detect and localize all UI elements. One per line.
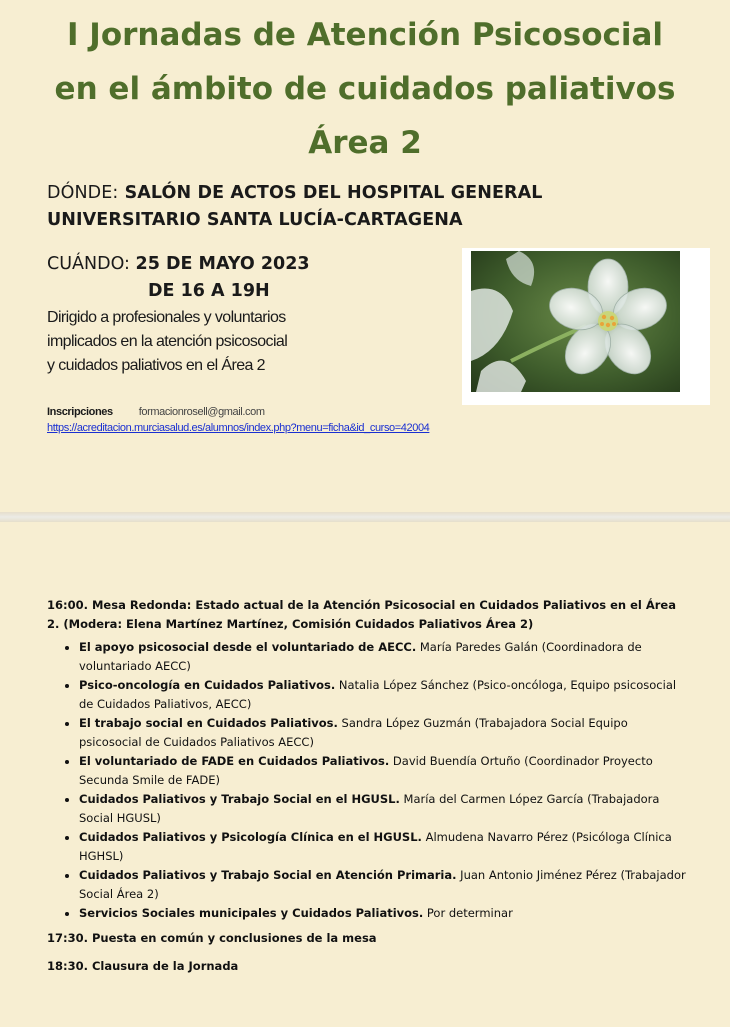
- event-title: [0, 8, 730, 170]
- speaker-topic: Cuidados Paliativos y Trabajo Social en el HGUSL.: [79, 792, 400, 806]
- date-value: 25 DE MAYO 2023: [135, 254, 310, 274]
- venue-value-line-2: UNIVERSITARIO SANTA LUCÍA-CARTAGENA: [47, 210, 463, 230]
- speaker-item: [79, 790, 687, 828]
- closing-ceremony: 18:30. Clausura de la Jornada: [47, 959, 239, 973]
- title-line-3: Área 2: [308, 125, 422, 161]
- speaker-detail: Por determinar: [423, 906, 513, 920]
- speaker-topic: Cuidados Paliativos y Trabajo Social en Atención Primaria.: [79, 868, 457, 882]
- speaker-item: [79, 904, 687, 923]
- audience-line-2: implicados en la atención psicosocial: [47, 333, 288, 350]
- speaker-detail: Sandra López Guzmán (Trabajadora Social Equipo psicosocial de Cuidados Paliativos AECC): [79, 716, 628, 749]
- speaker-item: [79, 866, 687, 904]
- flower-photo: [462, 248, 710, 405]
- speaker-item: [79, 752, 687, 790]
- speaker-topic: Psico-oncología en Cuidados Paliativos.: [79, 678, 336, 692]
- registration-link[interactable]: https://acreditacion.murciasalud.es/alumnos/index.php?menu=ficha&id_curso=42004: [47, 422, 430, 434]
- speaker-detail: Almudena Navarro Pérez (Psicóloga Clínica HGHSL): [79, 830, 672, 863]
- date-block: [47, 251, 447, 305]
- flower-image: [471, 251, 680, 392]
- venue-label: DÓNDE:: [47, 183, 119, 203]
- audience-line-1: Dirigido a profesionales y voluntarios: [47, 309, 286, 326]
- speaker-item: [79, 828, 687, 866]
- speaker-topic: El apoyo psicosocial desde el voluntariado de AECC.: [79, 640, 417, 654]
- audience-line-3: y cuidados paliativos en el Área 2: [47, 357, 265, 374]
- speaker-detail: María del Carmen López García (Trabajadora Social HGUSL): [79, 792, 660, 825]
- time-value: DE 16 A 19H: [148, 281, 270, 301]
- speaker-item: [79, 714, 687, 752]
- speaker-item: [79, 676, 687, 714]
- speaker-detail: David Buendía Ortuño (Coordinador Proyecto Secunda Smile de FADE): [79, 754, 653, 787]
- speaker-list: [47, 638, 687, 923]
- program-schedule: [47, 596, 687, 976]
- registration-email[interactable]: formacionrosell@gmail.com: [138, 406, 265, 418]
- speaker-detail: María Paredes Galán (Coordinadora de voluntariado AECC): [79, 640, 642, 673]
- title-line-2: en el ámbito de cuidados paliativos: [54, 71, 676, 107]
- closing-discussion: 17:30. Puesta en común y conclusiones de la mesa: [47, 931, 377, 945]
- audience-text: [47, 306, 377, 378]
- registration-label: Inscripciones: [47, 406, 113, 418]
- flyer-page-1: [0, 0, 730, 512]
- speaker-topic: El voluntariado de FADE en Cuidados Paliativos.: [79, 754, 390, 768]
- page-separator: [0, 512, 730, 522]
- title-line-1: I Jornadas de Atención Psicosocial: [66, 17, 664, 53]
- speaker-topic: El trabajo social en Cuidados Paliativos.: [79, 716, 338, 730]
- speaker-topic: Servicios Sociales municipales y Cuidados Paliativos.: [79, 906, 424, 920]
- roundtable-header: 16:00. Mesa Redonda: Estado actual de la Atención Psicosocial en Cuidados Paliativos en el Área 2. (Modera: Elena Martínez Martínez, Comisión Cuidados Paliativos Área 2): [47, 598, 676, 631]
- speaker-detail: Natalia López Sánchez (Psico-oncóloga, Equipo psicosocial de Cuidados Paliativos, AECC): [79, 678, 677, 711]
- venue-block: [47, 180, 607, 234]
- speaker-topic: Cuidados Paliativos y Psicología Clínica en el HGUSL.: [79, 830, 422, 844]
- venue-value-line-1: SALÓN DE ACTOS DEL HOSPITAL GENERAL: [124, 183, 543, 203]
- date-label: CUÁNDO:: [47, 254, 130, 274]
- registration-block: [47, 404, 687, 436]
- speaker-detail: Juan Antonio Jiménez Pérez (Trabajador Social Área 2): [79, 868, 686, 901]
- speaker-item: [79, 638, 687, 676]
